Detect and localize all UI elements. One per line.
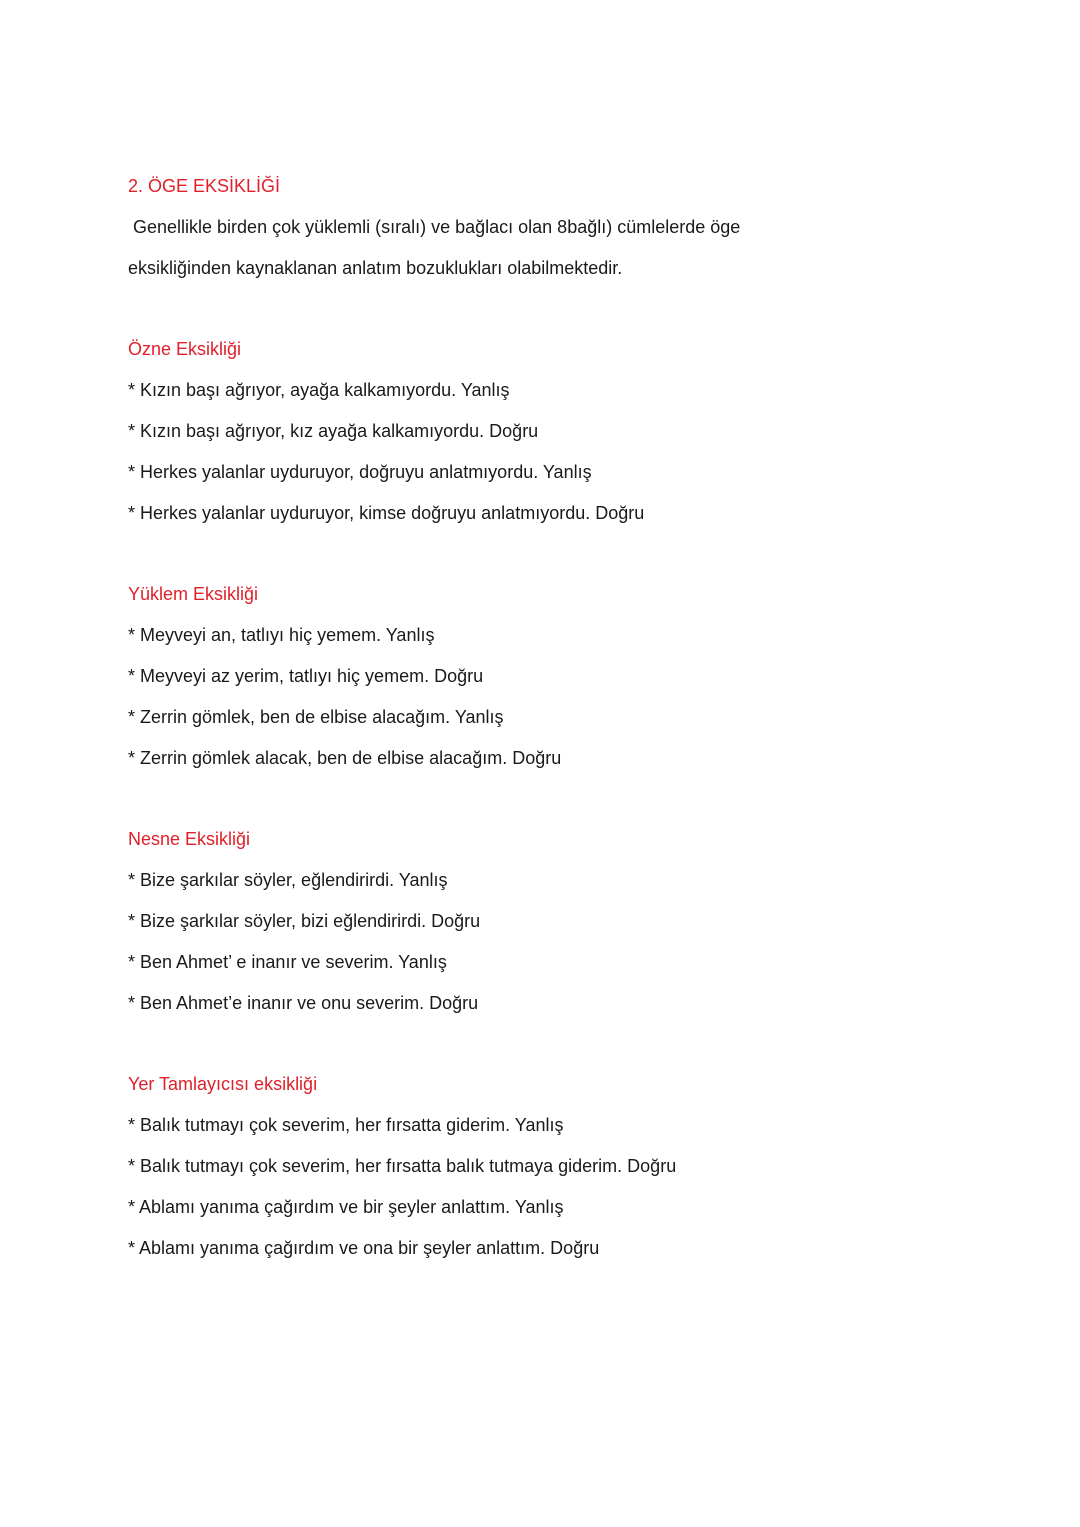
page-title: 2. ÖGE EKSİKLİĞİ <box>128 176 281 196</box>
example-item: * Ben Ahmet’e inanır ve onu severim. Doğru <box>128 993 479 1013</box>
example-item: * Bize şarkılar söyler, eğlendirirdi. Yanlış <box>128 870 448 890</box>
document-page <box>128 166 968 1269</box>
example-item: * Balık tutmayı çok severim, her fırsatta balık tutmaya giderim. Doğru <box>128 1156 677 1176</box>
intro-line-1: Genellikle birden çok yüklemli (sıralı) ve bağlacı olan 8bağlı) cümlelerde öge <box>133 217 741 237</box>
section-spacer <box>128 1024 968 1064</box>
section-object <box>128 819 968 1024</box>
intro-line-2: eksikliğinden kaynaklanan anlatım bozuklukları olabilmektedir. <box>128 258 623 278</box>
example-item: * Zerrin gömlek alacak, ben de elbise alacağım. Doğru <box>128 748 562 768</box>
example-item: * Bize şarkılar söyler, bizi eğlendirirdi. Doğru <box>128 911 481 931</box>
example-item: * Kızın başı ağrıyor, kız ayağa kalkamıyordu. Doğru <box>128 421 539 441</box>
example-item: * Ablamı yanıma çağırdım ve bir şeyler anlattım. Yanlış <box>128 1197 564 1217</box>
example-item: * Herkes yalanlar uyduruyor, doğruyu anlatmıyordu. Yanlış <box>128 462 592 482</box>
section-heading: Yüklem Eksikliği <box>128 584 259 604</box>
example-item: * Meyveyi an, tatlıyı hiç yemem. Yanlış <box>128 625 435 645</box>
section-predicate <box>128 574 968 779</box>
section-heading: Yer Tamlayıcısı eksikliği <box>128 1074 318 1094</box>
section-adverbial-place <box>128 1064 968 1269</box>
section-subject <box>128 329 968 534</box>
section-heading: Özne Eksikliği <box>128 339 242 359</box>
example-item: * Zerrin gömlek, ben de elbise alacağım. Yanlış <box>128 707 504 727</box>
section-spacer <box>128 289 968 329</box>
example-item: * Ablamı yanıma çağırdım ve ona bir şeyler anlattım. Doğru <box>128 1238 600 1258</box>
example-item: * Meyveyi az yerim, tatlıyı hiç yemem. Doğru <box>128 666 484 686</box>
example-item: * Kızın başı ağrıyor, ayağa kalkamıyordu. Yanlış <box>128 380 510 400</box>
section-heading: Nesne Eksikliği <box>128 829 251 849</box>
example-item: * Herkes yalanlar uyduruyor, kimse doğruyu anlatmıyordu. Doğru <box>128 503 645 523</box>
section-spacer <box>128 534 968 574</box>
example-item: * Ben Ahmet’ e inanır ve severim. Yanlış <box>128 952 447 972</box>
section-spacer <box>128 779 968 819</box>
example-item: * Balık tutmayı çok severim, her fırsatta giderim. Yanlış <box>128 1115 564 1135</box>
